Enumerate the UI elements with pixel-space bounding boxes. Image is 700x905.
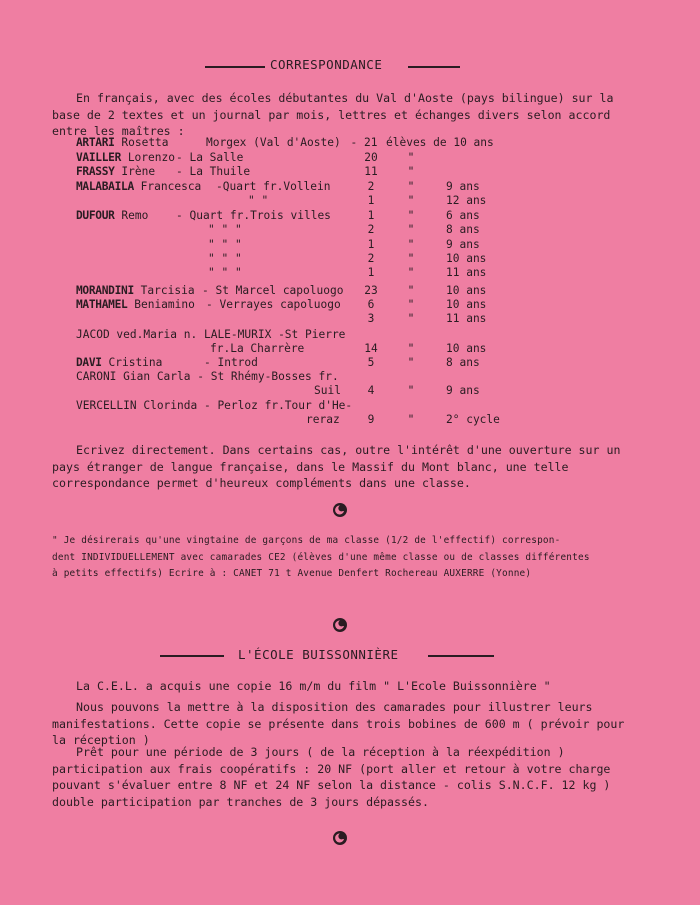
- heading-rule-right: [408, 66, 460, 68]
- correspondance-closing: Ecrivez directement. Dans certains cas, outre l'intérêt d'une ouverture sur un pays étranger de langue française, dans le Massif du Mont blanc, une telle correspondance permet d'heureux compléments dans une classe.: [52, 443, 621, 490]
- correspondance-title: CORRESPONDANCE: [270, 57, 383, 72]
- swirl-ornament-icon: [332, 617, 348, 633]
- ecole-title: L'ÉCOLE BUISSONNIÈRE: [238, 647, 399, 662]
- ecole-paragraph: La C.E.L. a acquis une copie 16 m/m du film " L'Ecole Buissonnière ": [76, 679, 551, 693]
- note-line: à petits effectifs) Ecrire à : CANET 71 t Avenue Denfert Rochereau AUXERRE (Yonne): [52, 568, 532, 579]
- heading-rule-left: [160, 655, 224, 657]
- ecole-paragraph: Prêt pour une période de 3 jours ( de la réception à la réexpédition ) participation aux frais coopératifs : 20 NF (port aller et retour à votre charge pouvant s'évaluer entre 8 NF et 24 NF selon la distance - colis S.N.C.F. 12 kg ) double participation par tranches de 3 jours dépassés.: [52, 745, 611, 809]
- correspondance-intro: En français, avec des écoles débutantes du Val d'Aoste (pays bilingue) sur la base de 2 textes et un journal par mois, lettres et échanges divers selon accord entre les maîtres :: [52, 91, 614, 138]
- note-line: dent INDIVIDUELLEMENT avec camarades CE2 (élèves d'une même classe ou de classes différentes: [52, 551, 590, 563]
- note-line: " Je désirerais qu'une vingtaine de garçons de ma classe (1/2 de l'effectif) correspon-: [52, 535, 561, 546]
- swirl-ornament-icon: [332, 830, 348, 846]
- swirl-ornament-icon: [332, 502, 348, 518]
- heading-rule-left: [205, 66, 265, 68]
- heading-rule-right: [428, 655, 494, 657]
- correspondance-list: ARTARI Rosetta Morgex (Val d'Aoste) - 21 élèves de 10 ans VAILLER Lorenzo - La Salle 20 " FRASSY Irène - La Thuile 11 " MALABAILA Francesca -Quart fr.Vollein 2 " 9 ans " " 1 " 12 ans DUFOUR Remo - Quart fr.Trois villes 1 " 6 ans " " " 2 " 8 ans " " " 1 " 9 ans " " " 2 " 10 ans " " " 1 " 11 ans MORANDINI Tarcisia - St Marcel capoluogo 23 " 10 ans MATHAMEL Beniamino - Verrayes capoluogo 6 " 10 ans 3 " 11 ans JACOD ved.Maria n. LALE-MURIX -St Pierre fr.La Charrère 14 " 10 ans DAVI Cristina - Introd 5 " 8 ans CARONI Gian Carla - St Rhémy-Bosses fr. Suil 4 " 9 ans VERCELLIN Clorinda - Perloz fr.Tour d'He- reraz 9 " 2° cycle: [76, 136, 500, 426]
- ecole-paragraph: Nous pouvons la mettre à la disposition des camarades pour illustrer leurs manifestations. Cette copie se présente dans trois bobines de 600 m ( prévoir pour la réception ): [52, 700, 625, 747]
- correspondance-request-note: [52, 533, 652, 583]
